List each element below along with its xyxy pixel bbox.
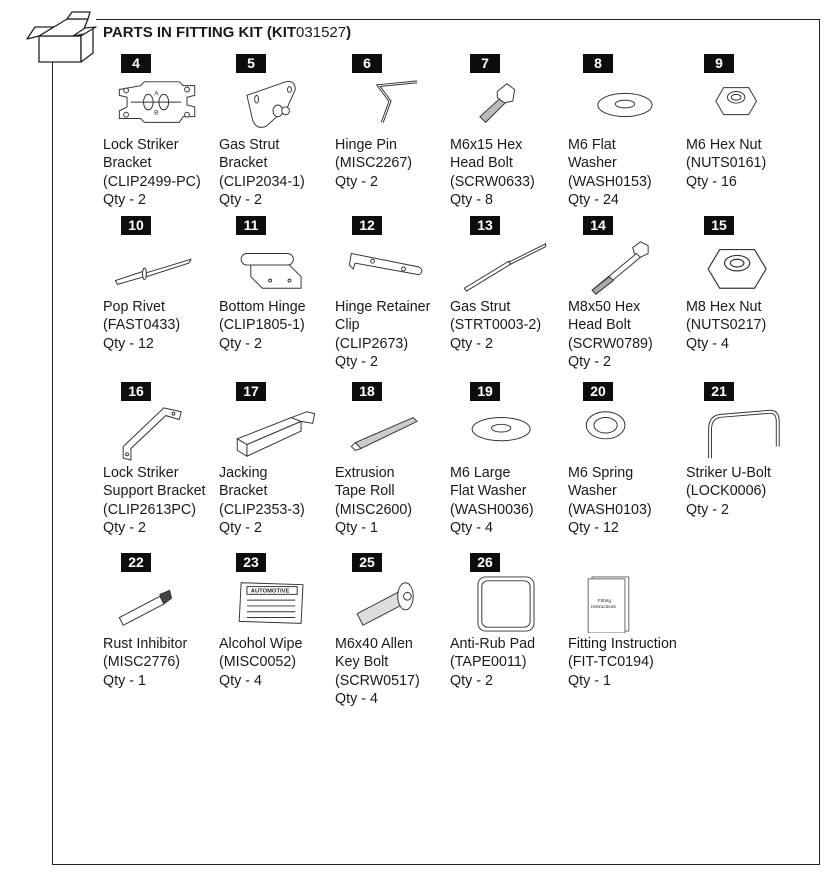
part-number-badge: 6 — [352, 54, 382, 73]
part-name: Bracket — [219, 155, 268, 172]
part-label — [686, 298, 766, 353]
hex-nut-icon — [686, 76, 796, 134]
part-name: Jacking — [219, 465, 268, 481]
part-name: M6 Flat — [568, 137, 616, 153]
part-name: Lock Striker — [103, 465, 179, 481]
part-name: Anti-Rub Pad — [450, 636, 536, 652]
part-number-badge: 10 — [121, 216, 151, 235]
part-name: M8x50 Hex — [568, 299, 641, 315]
part-qty: Qty - 2 — [103, 192, 146, 209]
part-name: Hinge Pin — [335, 137, 397, 153]
part-label — [450, 635, 535, 690]
part-name: Pop Rivet — [103, 299, 165, 315]
part-code: (CLIP2499-PC) — [103, 173, 201, 190]
part-name: Hinge Retainer — [335, 299, 431, 315]
part-name: Tape Roll — [335, 483, 395, 500]
part-label — [686, 136, 766, 191]
part-qty: Qty - 1 — [335, 520, 378, 537]
part-number-badge: 18 — [352, 382, 382, 401]
part-number-badge: 5 — [236, 54, 266, 73]
pop-rivet-icon — [103, 238, 213, 296]
part-number-badge: 12 — [352, 216, 382, 235]
part-qty: Qty - 16 — [686, 173, 737, 190]
svg-text:Fitting: Fitting — [597, 599, 612, 605]
gas-strut-bracket-icon — [219, 76, 329, 134]
part-name: Clip — [335, 317, 360, 334]
open-box-icon — [12, 8, 98, 68]
part-name: Head Bolt — [450, 155, 513, 172]
part-name: Key Bolt — [335, 654, 389, 671]
part-qty: Qty - 8 — [450, 192, 493, 209]
spring-washer-icon — [568, 404, 678, 462]
part-qty: Qty - 2 — [335, 354, 378, 371]
extrusion-tape-icon — [335, 404, 445, 462]
part-name: Striker U-Bolt — [686, 465, 771, 481]
part-label — [450, 464, 534, 538]
part-code: (CLIP2613PC) — [103, 501, 196, 518]
part-label — [568, 298, 653, 372]
jacking-bracket-icon — [219, 404, 329, 462]
part-number-badge: 13 — [470, 216, 500, 235]
part-code: (TAPE0011) — [450, 654, 527, 671]
part-qty: Qty - 1 — [103, 672, 146, 689]
part-label — [568, 136, 652, 210]
part-label — [103, 635, 187, 690]
part-qty: Qty - 2 — [335, 173, 378, 190]
part-label — [335, 136, 412, 191]
part-code: (SCRW0517) — [335, 672, 420, 689]
svg-text:AUTOMOTIVE: AUTOMOTIVE — [250, 588, 290, 595]
part-code: (FAST0433) — [103, 317, 181, 334]
part-code: (FIT-TC0194) — [568, 654, 654, 671]
part-name: Gas Strut — [450, 299, 511, 315]
part-number-badge: 21 — [704, 382, 734, 401]
part-name: Rust Inhibitor — [103, 636, 188, 652]
part-label — [219, 464, 305, 538]
part-number-badge: 20 — [583, 382, 613, 401]
part-qty: Qty - 24 — [568, 192, 619, 209]
part-label — [103, 298, 180, 353]
bottom-hinge-icon — [219, 238, 329, 296]
part-code: (CLIP2673) — [335, 335, 409, 352]
part-qty: Qty - 4 — [686, 335, 729, 352]
part-name: Bracket — [103, 155, 152, 172]
part-name: Washer — [568, 483, 617, 500]
part-code: (CLIP2034-1) — [219, 173, 305, 190]
svg-text:B: B — [154, 109, 159, 117]
part-name: M6x15 Hex — [450, 137, 523, 153]
part-number-badge: 23 — [236, 553, 266, 572]
part-label — [568, 464, 652, 538]
part-name: Fitting Instruction — [568, 636, 677, 652]
part-label — [335, 298, 430, 372]
large-hex-nut-icon — [686, 238, 796, 296]
part-code: (WASH0036) — [450, 501, 534, 518]
part-name: M6 Large — [450, 465, 511, 481]
part-code: (MISC0052) — [219, 654, 297, 671]
part-name: M6 Hex Nut — [686, 137, 762, 153]
part-name: Gas Strut — [219, 137, 280, 153]
lock-striker-bracket-icon — [103, 76, 213, 134]
part-number-badge: 16 — [121, 382, 151, 401]
anti-rub-pad-icon — [450, 575, 560, 633]
part-qty: Qty - 4 — [219, 672, 262, 689]
part-qty: Qty - 2 — [103, 520, 146, 537]
svg-text:Instructions: Instructions — [591, 604, 616, 610]
part-qty: Qty - 2 — [450, 672, 493, 689]
part-number-badge: 14 — [583, 216, 613, 235]
part-name: Bracket — [219, 483, 268, 500]
part-label — [450, 136, 535, 210]
part-number-badge: 15 — [704, 216, 734, 235]
support-bracket-icon — [103, 404, 213, 462]
part-number-badge: 17 — [236, 382, 266, 401]
part-label — [568, 635, 677, 690]
part-code: (MISC2600) — [335, 501, 413, 518]
part-label — [335, 635, 420, 709]
part-label — [103, 136, 201, 210]
tube-icon — [103, 575, 213, 633]
part-code: (MISC2776) — [103, 654, 181, 671]
part-number-badge: 4 — [121, 54, 151, 73]
part-qty: Qty - 4 — [450, 520, 493, 537]
part-code: (STRT0003-2) — [450, 317, 542, 334]
part-qty: Qty - 2 — [686, 501, 729, 518]
part-number-badge: 7 — [470, 54, 500, 73]
part-name: Flat Washer — [450, 483, 527, 500]
hinge-pin-icon — [335, 76, 445, 134]
part-label — [103, 464, 206, 538]
part-qty: Qty - 2 — [219, 192, 262, 209]
part-code: (SCRW0789) — [568, 335, 653, 352]
part-qty: Qty - 2 — [450, 335, 493, 352]
part-qty: Qty - 12 — [568, 520, 619, 537]
part-number-badge: 9 — [704, 54, 734, 73]
part-number-badge: 22 — [121, 553, 151, 572]
part-number-badge: 19 — [470, 382, 500, 401]
part-label — [219, 136, 305, 210]
part-qty: Qty - 2 — [219, 520, 262, 537]
part-code: (NUTS0161) — [686, 155, 767, 172]
part-name: Extrusion — [335, 465, 395, 481]
part-name: Bottom Hinge — [219, 299, 306, 315]
part-name: Head Bolt — [568, 317, 631, 334]
hex-bolt-icon — [450, 76, 560, 134]
part-name: Support Bracket — [103, 483, 206, 500]
part-code: (MISC2267) — [335, 155, 413, 172]
part-code: (WASH0153) — [568, 173, 652, 190]
part-name: M8 Hex Nut — [686, 299, 762, 315]
part-number-badge: 8 — [583, 54, 613, 73]
part-qty: Qty - 2 — [568, 354, 611, 371]
gas-strut-icon — [450, 238, 560, 296]
page-title: PARTS IN FITTING KIT (KIT031527) — [103, 24, 352, 41]
part-label — [686, 464, 771, 519]
part-name: Alcohol Wipe — [219, 636, 303, 652]
part-label — [219, 298, 306, 353]
svg-text:A: A — [154, 90, 159, 98]
part-name: Lock Striker — [103, 137, 179, 153]
part-number-badge: 11 — [236, 216, 266, 235]
allen-bolt-icon — [335, 575, 445, 633]
long-hex-bolt-icon — [568, 238, 678, 296]
part-name: M6 Spring — [568, 465, 634, 481]
part-label — [335, 464, 412, 538]
part-name: Washer — [568, 155, 617, 172]
u-bolt-icon — [686, 404, 796, 462]
part-code: (CLIP1805-1) — [219, 317, 305, 334]
large-flat-washer-icon — [450, 404, 560, 462]
part-code: (SCRW0633) — [450, 173, 535, 190]
part-code: (WASH0103) — [568, 501, 652, 518]
part-label — [450, 298, 541, 353]
flat-washer-icon — [568, 76, 678, 134]
part-number-badge: 26 — [470, 553, 500, 572]
hinge-retainer-clip-icon — [335, 238, 445, 296]
part-code: (NUTS0217) — [686, 317, 767, 334]
part-qty: Qty - 12 — [103, 335, 154, 352]
part-name: M6x40 Allen — [335, 636, 413, 652]
instruction-booklet-icon — [568, 575, 678, 633]
part-qty: Qty - 1 — [568, 672, 611, 689]
part-number-badge: 25 — [352, 553, 382, 572]
part-qty: Qty - 4 — [335, 691, 378, 708]
part-code: (CLIP2353-3) — [219, 501, 305, 518]
part-qty: Qty - 2 — [219, 335, 262, 352]
part-label — [219, 635, 302, 690]
part-code: (LOCK0006) — [686, 483, 767, 500]
alcohol-wipe-icon — [219, 575, 329, 633]
